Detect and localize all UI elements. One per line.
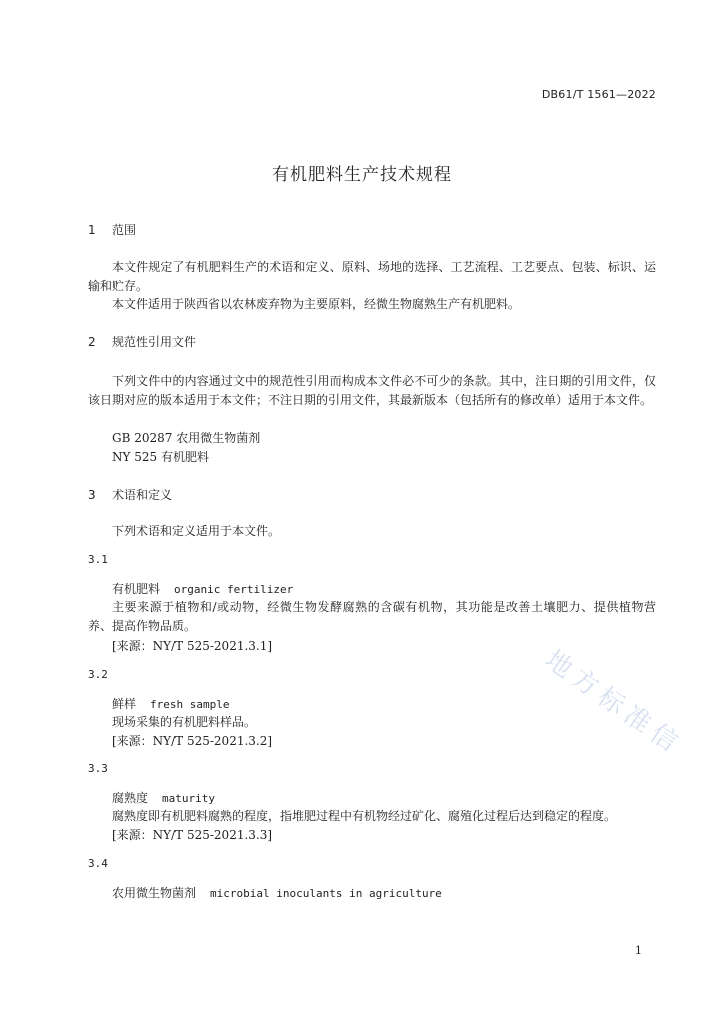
clause-number: 3.4 [88,857,108,870]
term-source: [来源：NY/T 525-2021.3.1] [112,639,273,653]
page-number: 1 [635,944,642,957]
section-2-heading [88,333,196,350]
term-heading [112,580,293,597]
section-3-heading [88,486,172,503]
term-definition: 主要来源于植物和/或动物，经微生物发酵腐熟的含碳有机物，其功能是改善土壤肥力、提供植物营养、提高作物品质。 [88,600,656,633]
reference-ny525: NY 525 有机肥料 [112,450,209,464]
term-definition: 现场采集的有机肥料样品。 [112,715,257,729]
section-number: 3 [88,488,96,502]
term-source: [来源：NY/T 525-2021.3.3] [112,828,273,842]
term-definition: 腐熟度即有机肥料腐熟的程度，指堆肥过程中有机物经过矿化、腐殖化过程后达到稳定的程度。 [112,809,617,823]
term-heading [112,695,230,712]
section-1-paragraph-2: 本文件适用于陕西省以农林废弃物为主要原料，经微生物腐熟生产有机肥料。 [112,297,521,311]
section-title: 范围 [112,223,137,237]
term-chinese: 腐熟度 [112,791,149,805]
section-number: 2 [88,335,96,349]
term-english: maturity [162,792,215,805]
standard-code: DB61/T 1561—2022 [541,88,656,101]
term-chinese: 农用微生物菌剂 [112,886,197,900]
term-heading [112,884,442,901]
document-title: 有机肥料生产技术规程 [272,165,452,185]
term-chinese: 鲜样 [112,697,137,711]
clause-number: 3.2 [88,668,108,681]
term-english: fresh sample [150,698,230,711]
watermark: 地方标准信 [539,644,688,762]
section-title: 术语和定义 [112,488,173,502]
term-chinese: 有机肥料 [112,582,161,596]
clause-number: 3.1 [88,553,108,566]
section-2-paragraph-1: 下列文件中的内容通过文中的规范性引用而构成本文件必不可少的条款。其中，注日期的引用文件，仅该日期对应的版本适用于本文件；不注日期的引用文件，其最新版本（包括所有的修改单）适用于本文件。 [88,374,656,407]
term-english: microbial inoculants in agriculture [210,887,442,900]
section-title: 规范性引用文件 [112,335,197,349]
term-source: [来源：NY/T 525-2021.3.2] [112,734,273,748]
term-english: organic fertilizer [174,583,294,596]
clause-number: 3.3 [88,762,108,775]
section-3-paragraph-1: 下列术语和定义适用于本文件。 [112,524,281,538]
section-1-heading [88,221,136,238]
section-1-paragraph-1: 本文件规定了有机肥料生产的术语和定义、原料、场地的选择、工艺流程、工艺要点、包装、标识、运输和贮存。 [88,260,656,293]
term-heading [112,789,215,806]
section-number: 1 [88,223,96,237]
reference-gb20287: GB 20287 农用微生物菌剂 [112,431,261,445]
